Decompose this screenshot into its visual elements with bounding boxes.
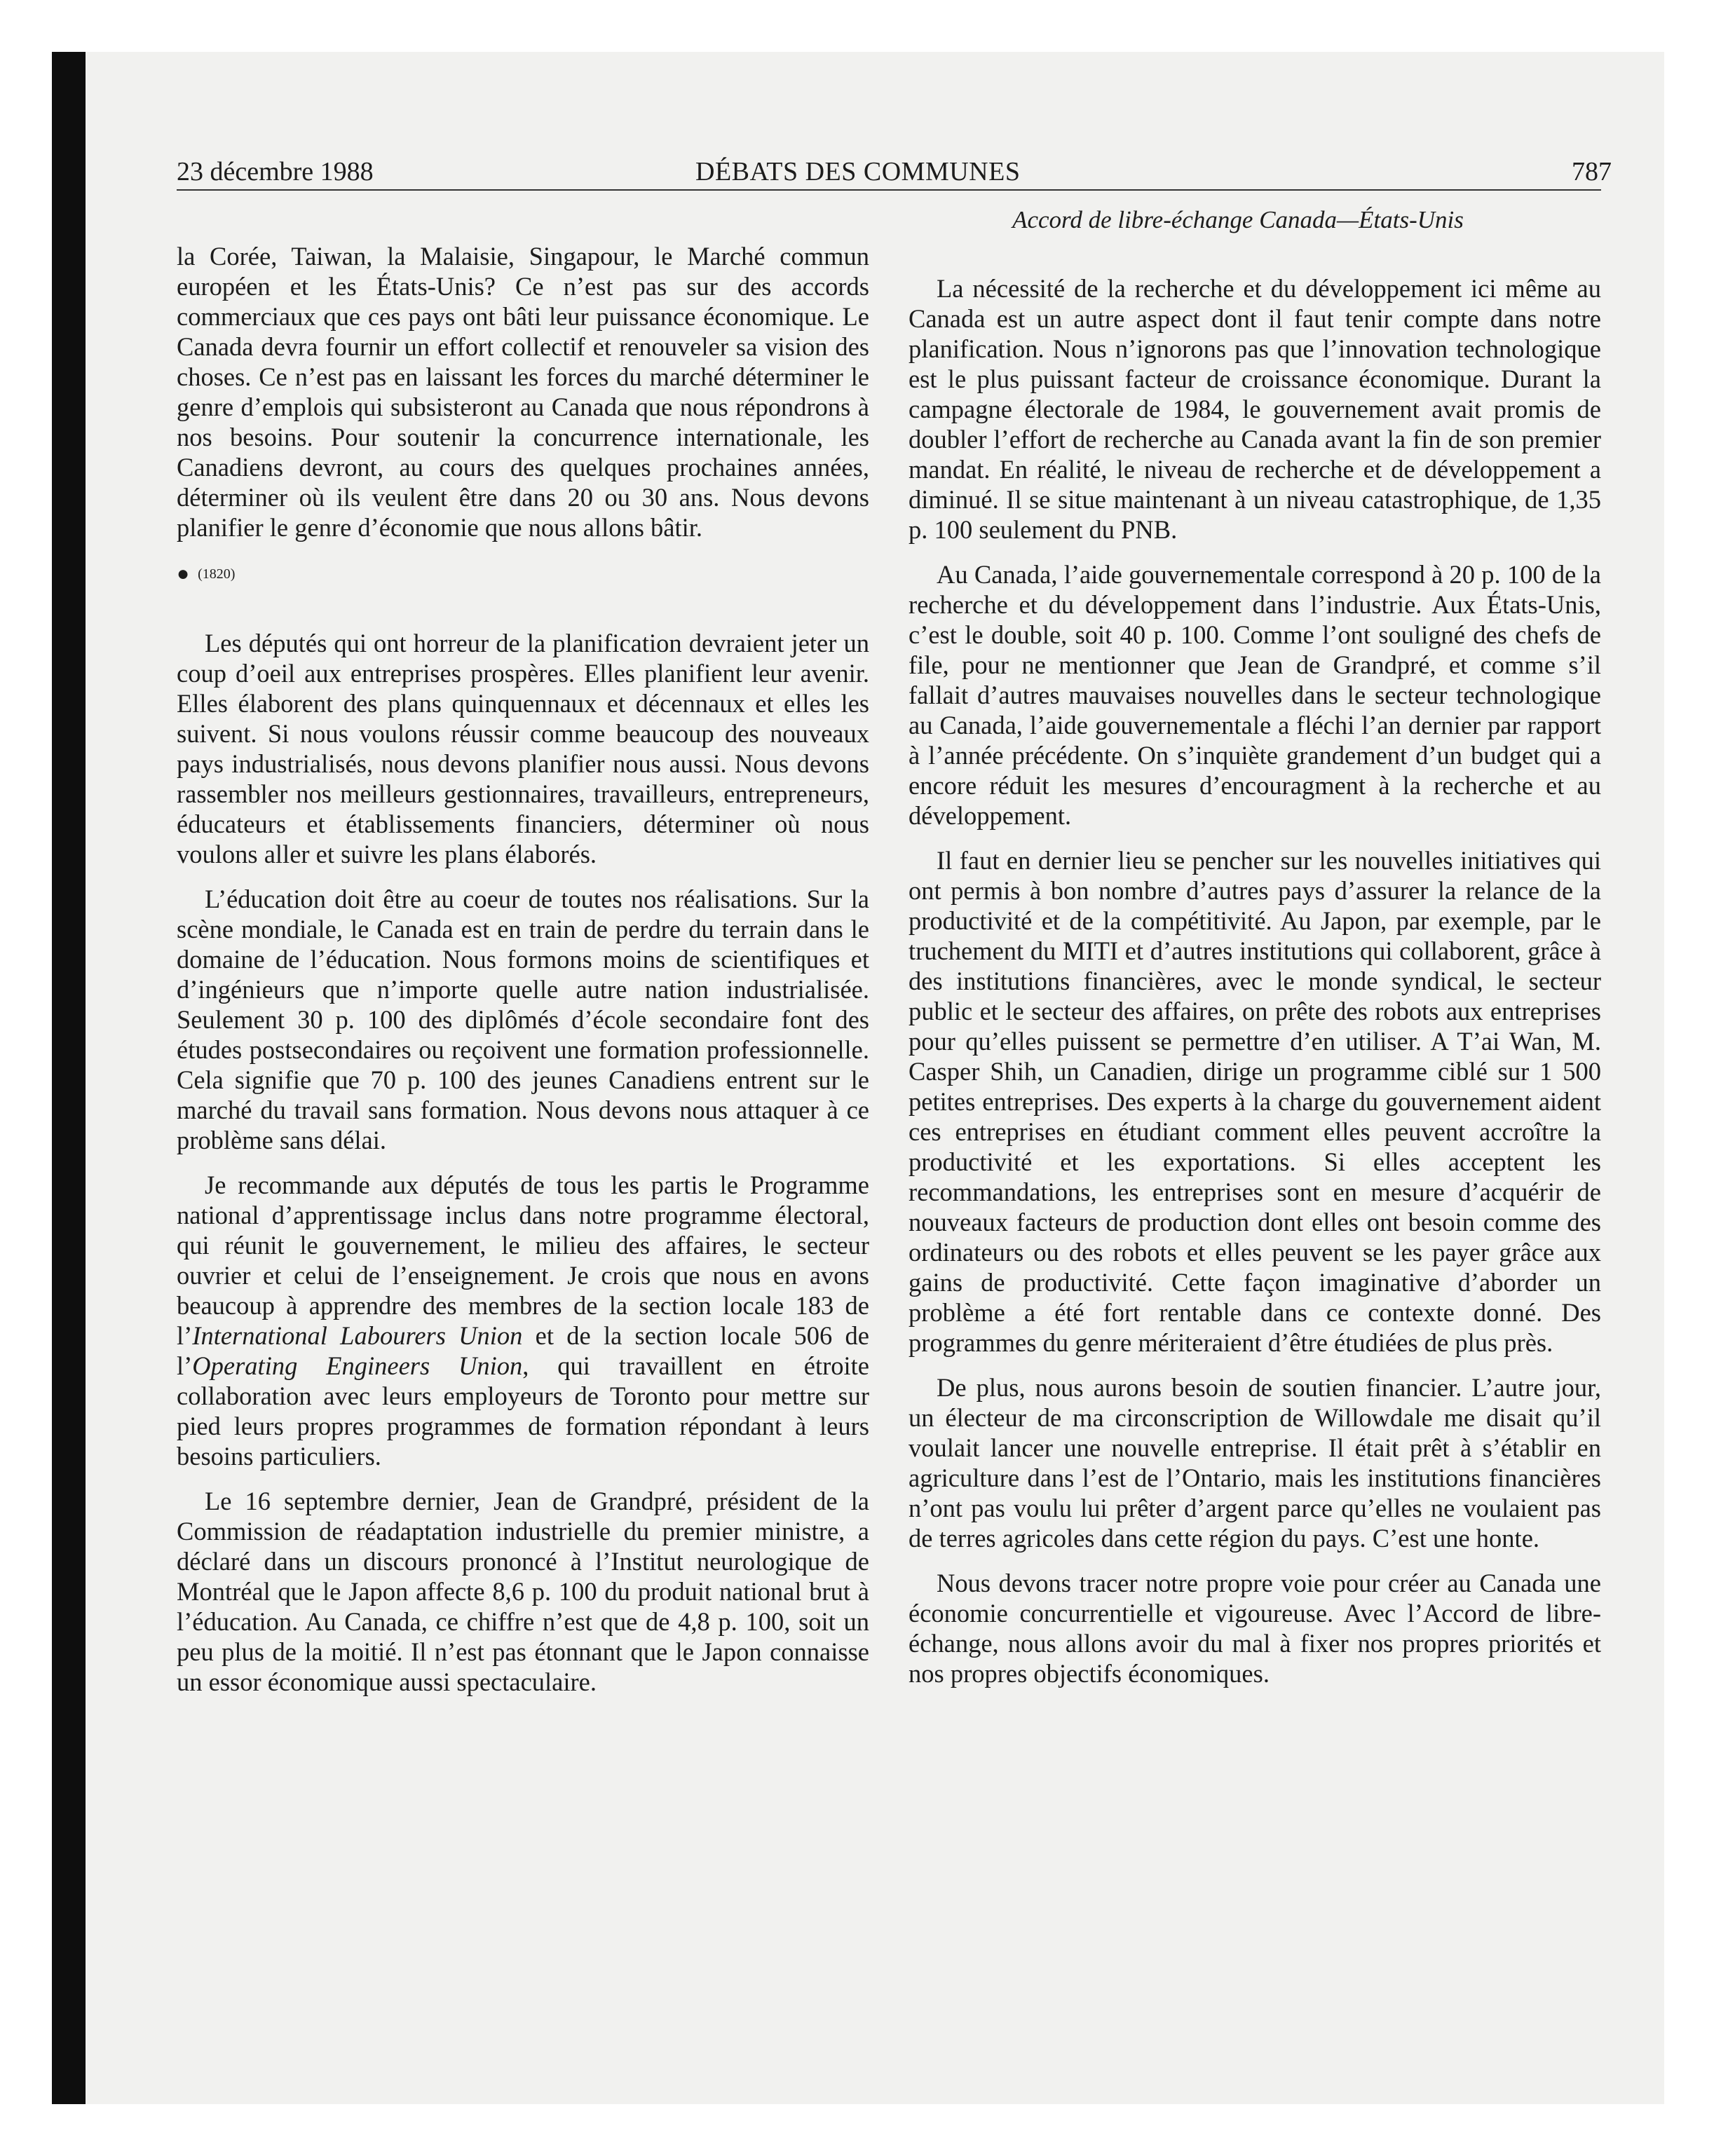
time-marker-text: (1820) xyxy=(198,566,236,582)
paragraph: Au Canada, l’aide gouvernementale correspond à 20 p. 100 de la recherche et du développement dans l’industrie. Aux États-Unis, c’est le double, soit 40 p. 100. Comme l’ont souligné des chefs de file, pour ne mentionner que Jean de Grandpré, et comme s’il fallait d’autres mauvaises nouvelles dans le secteur technologique au Canada, l’aide gouvernementale a fléchi l’an dernier par rapport à l’année précédente. On s’inquiète grandement d’un budget qui a encore réduit les mesures d’encouragment à la recherche et au développement. xyxy=(909,560,1601,830)
header-date: 23 décembre 1988 xyxy=(177,157,374,186)
paragraph: Il faut en dernier lieu se pencher sur les nouvelles initiatives qui ont permis à bon nombre d’autres pays d’assurer la relance de la productivité et de la compétitivité. Au Japon, par exemple, par le truchement du MITI et d’autres institutions qui collaborent, grâce à des institutions financières, avec le monde syndical, le secteur public et le secteur des affaires, on prête des robots aux entreprises pour qu’elles puissent se permettre d’en utiliser. A T’ai Wan, M. Casper Shih, un Canadien, dirige un programme ciblé sur 1 500 petites entreprises. Des experts à la charge du gouvernement aident ces entreprises en étudiant comment elles peuvent accroître la productivité et les exportations. Si elles acceptent les recommandations, les entreprises sont en mesure d’acquérir de nouveaux facteurs de production dont elles ont besoin comme des ordinateurs ou des robots et elles peuvent se les payer grâce aux gains de productivité. Cette façon imaginative d’aborder un problème a été fort rentable dans ce contexte donné. Des programmes du genre mériteraient d’être étudiées de plus près. xyxy=(909,846,1601,1357)
paragraph: De plus, nous aurons besoin de soutien financier. L’autre jour, un électeur de ma circonscription de Willowdale me disait qu’il voulait lancer une nouvelle entreprise. Il était prêt à s’établir en agriculture dans l’est de l’Ontario, mais les institutions financières n’ont pas voulu lui prêter d’argent parce qu’elles ne voulaient pas de terres agricoles dans cette région du pays. C’est une honte. xyxy=(909,1373,1601,1553)
union-name: Operating Engineers Union xyxy=(192,1351,523,1380)
text-run: et de la section locale 506 de l’ xyxy=(177,1321,869,1380)
paragraph: Les députés qui ont horreur de la planification devraient jeter un coup d’oeil aux entreprises prospères. Elles planifient leur avenir. Elles élaborent des plans quinquennaux et décennaux et elles les suivent. Si nous voulons réussir comme beaucoup des nouveaux pays industrialisés, nous devons planifier nous aussi. Nous devons rassembler nos meilleurs gestionnaires, travailleurs, entrepreneurs, éducateurs et établissements financiers, déterminer où nous voulons aller et suivre les plans élaborés. xyxy=(177,629,869,868)
paragraph: L’éducation doit être au coeur de toutes nos réalisations. Sur la scène mondiale, le Canada est en train de perdre du terrain dans le domaine de l’éducation. Nous formons moins de scientifiques et d’ingénieurs que n’importe quelle autre nation industrialisée. Seulement 30 p. 100 des diplômés d’école secondaire font des études postsecondaires ou reçoivent une formation professionnelle. Cela signifie que 70 p. 100 des jeunes Canadiens entrent sur le marché du travail sans formation. Nous devons nous attaquer à ce problème sans délai. xyxy=(177,885,869,1154)
paragraph xyxy=(177,1170,869,1471)
paragraph: Le 16 septembre dernier, Jean de Grandpré, président de la Commission de réadaptation industrielle du premier ministre, a déclaré dans un discours prononcé à l’Institut neurologique de Montréal que le Japon affecte 8,6 p. 100 du produit national brut à l’éducation. Au Canada, ce chiffre n’est que de 4,8 p. 100, soit un peu plus de la moitié. Il n’est pas étonnant que le Japon connaisse un essor économique aussi spectaculaire. xyxy=(177,1487,869,1696)
union-name: International Labourers Union xyxy=(192,1321,523,1350)
text-run: Je recommande aux députés de tous les partis le Programme national d’apprentissage inclus dans notre programme électoral, qui réunit le gouvernement, le milieu des affaires, le secteur ouvrier et celui de l’enseignement. Je crois que nous en avons beaucoup à apprendre des membres de la section locale 183 de l’ xyxy=(177,1171,869,1350)
text-run: , qui travaillent en étroite collaboration avec leurs employeurs de Toronto pour mettre sur pied leurs propres programmes de formation répondant à leurs besoins particuliers. xyxy=(177,1351,870,1471)
scanned-page xyxy=(52,52,1664,2104)
section-subheading: Accord de libre-échange Canada—États-Unis xyxy=(1012,206,1464,233)
binding-edge xyxy=(52,52,86,2104)
bullet-icon: ● xyxy=(177,562,190,585)
paragraph: La nécessité de la recherche et du développement ici même au Canada est un autre aspect dont il faut tenir compte dans notre planification. Nous n’ignorons pas que l’innovation technologique est le plus puissant facteur de croissance économique. Durant la campagne électorale de 1984, le gouvernement avait promis de doubler l’effort de recherche au Canada avant la fin de son premier mandat. En réalité, le niveau de recherche et de développement a diminué. Il se situe maintenant à un niveau catastrophique, de 1,35 p. 100 seulement du PNB. xyxy=(909,274,1601,544)
page-number: 787 xyxy=(1572,157,1612,186)
header-rule xyxy=(177,189,1601,191)
paragraph: Nous devons tracer notre propre voie pour créer au Canada une économie concurrentielle et vigoureuse. Avec l’Accord de libre-échange, nous allons avoir du mal à fixer nos propres priorités et nos propres objectifs économiques. xyxy=(909,1569,1601,1688)
time-marker xyxy=(177,564,869,585)
left-column xyxy=(177,241,869,1712)
paragraph: la Corée, Taiwan, la Malaisie, Singapour, le Marché commun européen et les États-Unis? Ce n’est pas sur des accords commerciaux que ces pays ont bâti leur puissance économique. Le Canada devra fournir un effort collectif et renouveler sa vision des choses. Ce n’est pas en laissant les forces du marché déterminer le genre d’emplois qui subsisteront au Canada que nous répondrons à nos besoins. Pour soutenir la concurrence internationale, les Canadiens devront, au cours des quelques prochaines années, déterminer où ils veulent être dans 20 ou 30 ans. Nous devons planifier le genre d’économie que nous allons bâtir. xyxy=(177,242,869,542)
header-title: DÉBATS DES COMMUNES xyxy=(695,157,1021,186)
right-column xyxy=(909,241,1601,1703)
